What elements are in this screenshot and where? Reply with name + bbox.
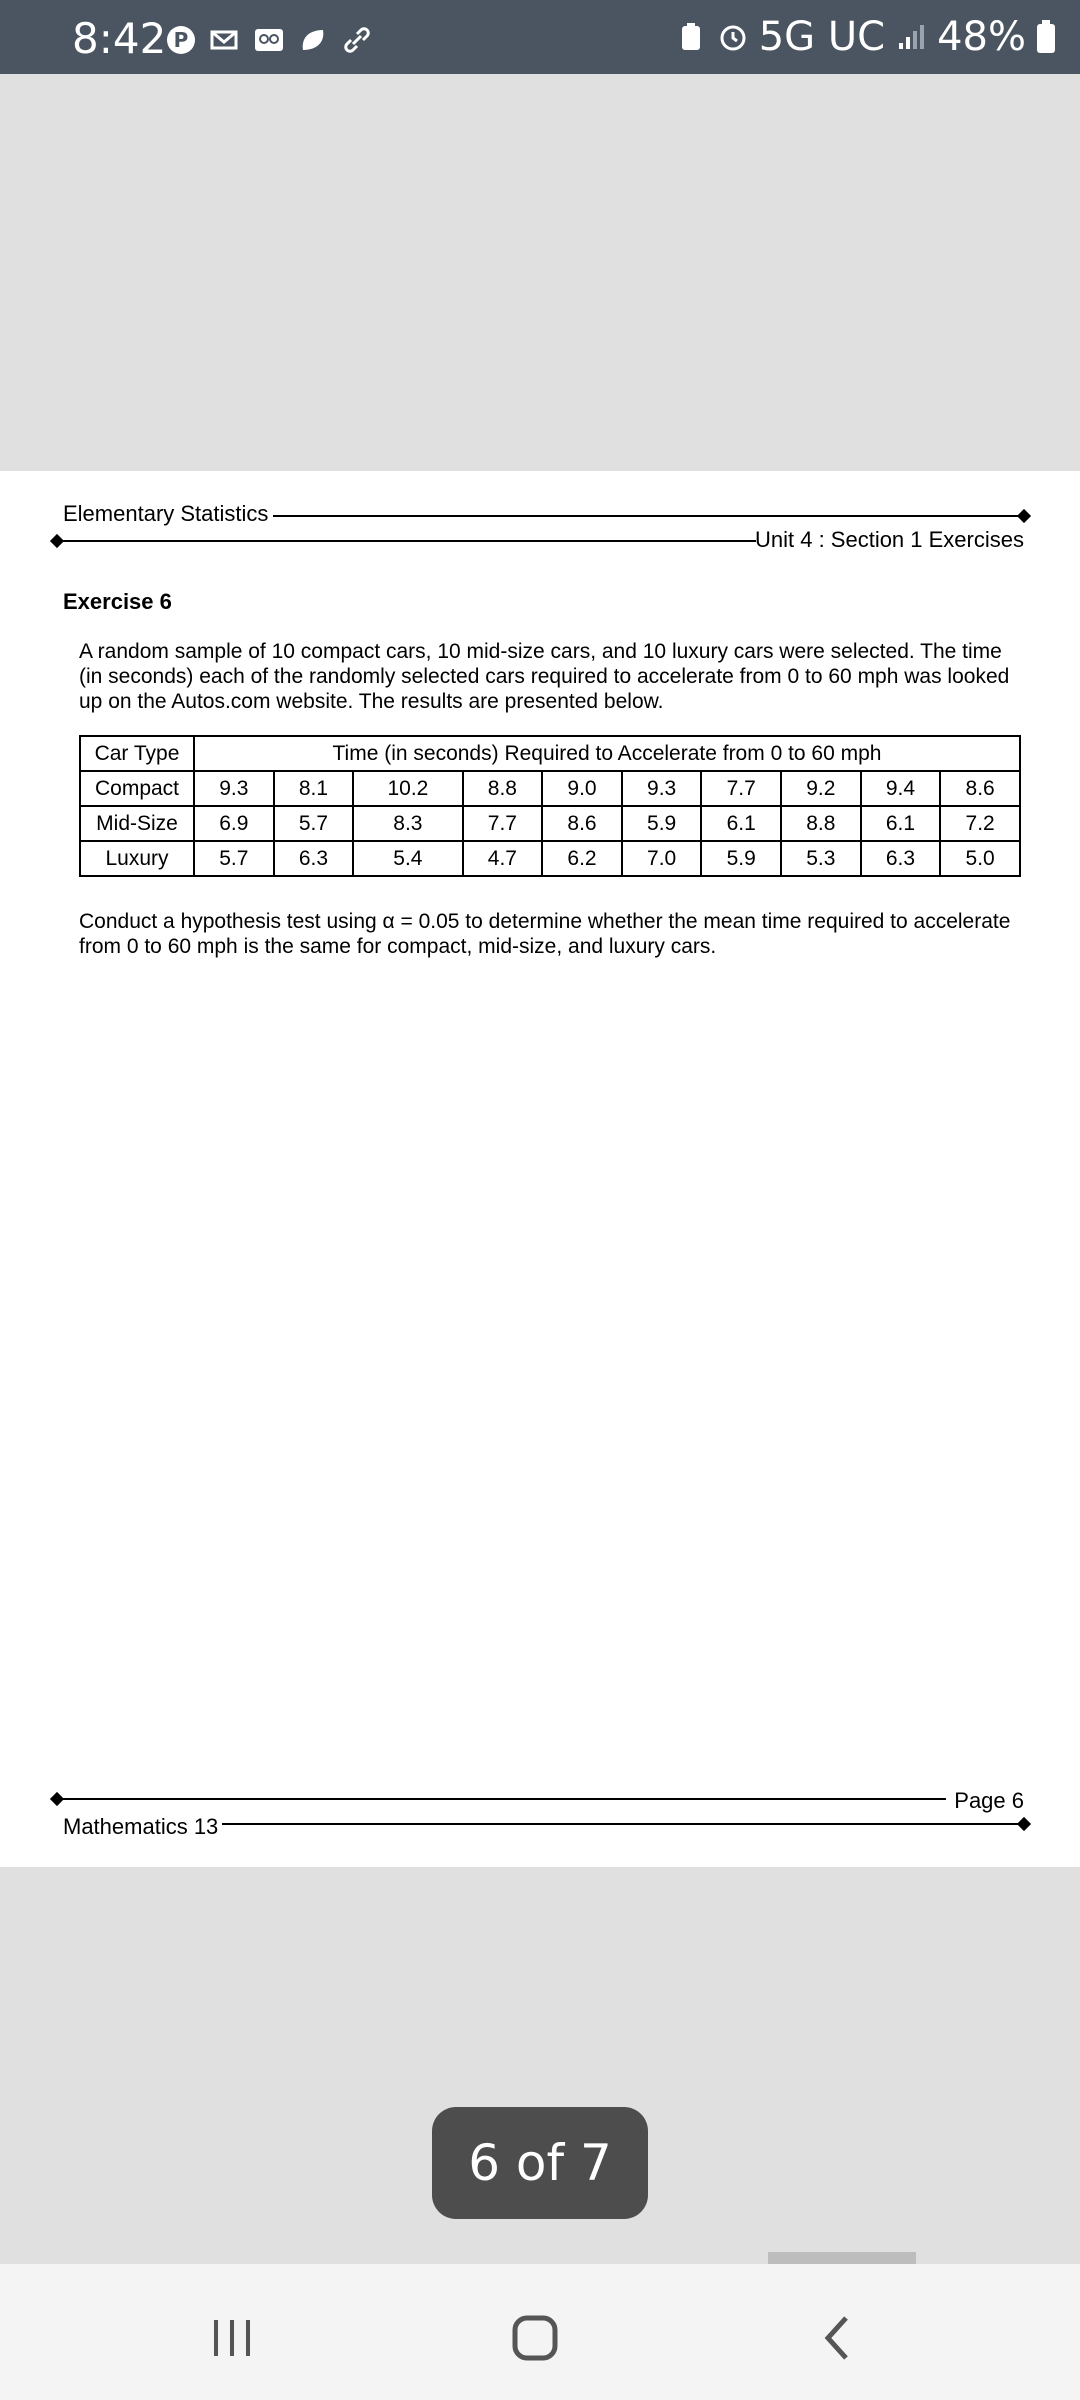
- table-cell: 6.1: [861, 806, 941, 841]
- table-cell: 5.9: [622, 806, 702, 841]
- table-cell: 8.1: [274, 771, 354, 806]
- voicemail-icon: [253, 24, 285, 56]
- battery-saver-icon: [675, 21, 707, 53]
- table-col-header: Car Type: [80, 736, 194, 771]
- notification-icons: [165, 24, 373, 56]
- table-cell: 5.7: [274, 806, 354, 841]
- question-paragraph: [79, 909, 1022, 959]
- header-rule-top: [273, 515, 1023, 517]
- table-cell: 8.6: [940, 771, 1020, 806]
- table-row: [80, 806, 1020, 841]
- row-label: Luxury: [80, 841, 194, 876]
- table-cell: 7.7: [463, 806, 543, 841]
- footer-page-number: Page 6: [954, 1788, 1024, 1813]
- intro-line: (in seconds) each of the randomly selected cars required to accelerate from 0 to 60 mph was looked: [79, 665, 1010, 688]
- table-cell: 8.6: [542, 806, 622, 841]
- table-cell: 5.0: [940, 841, 1020, 876]
- link-icon: [341, 24, 373, 56]
- table-cell: 9.4: [861, 771, 941, 806]
- table-cell: 5.4: [353, 841, 462, 876]
- pinterest-icon: [165, 24, 197, 56]
- back-icon[interactable]: [810, 2308, 870, 2368]
- table-cell: 6.1: [701, 806, 781, 841]
- footer-rule-top: [56, 1798, 946, 1800]
- pdf-page[interactable]: [0, 471, 1080, 1867]
- table-cell: 9.3: [194, 771, 274, 806]
- footer-diamond-right: [1017, 1817, 1031, 1831]
- svg-text:P: P: [173, 28, 189, 52]
- network-type: 5G UC: [758, 14, 886, 60]
- table-cell: 6.3: [861, 841, 941, 876]
- table-cell: 10.2: [353, 771, 462, 806]
- home-icon[interactable]: [505, 2308, 565, 2368]
- table-cell: 8.3: [353, 806, 462, 841]
- header-rule-bottom: [56, 540, 756, 542]
- row-label: Mid-Size: [80, 806, 194, 841]
- recent-apps-icon[interactable]: [202, 2308, 262, 2368]
- navigation-bar: [0, 2264, 1080, 2400]
- table-header-row: [80, 736, 1020, 771]
- table-cell: 7.7: [701, 771, 781, 806]
- exercise-title: Exercise 6: [63, 589, 172, 614]
- table-cell: 7.0: [622, 841, 702, 876]
- signal-icon: [895, 21, 927, 53]
- table-cell: 6.9: [194, 806, 274, 841]
- table-cell: 9.0: [542, 771, 622, 806]
- footer-rule-bottom: [222, 1823, 1022, 1825]
- alarm-icon: [717, 21, 749, 53]
- table-cell: 8.8: [781, 806, 861, 841]
- scrollbar-thumb[interactable]: [768, 2252, 916, 2264]
- battery-icon: [1036, 20, 1056, 54]
- table-row: [80, 771, 1020, 806]
- table-cell: 8.8: [463, 771, 543, 806]
- intro-line: up on the Autos.com website. The results are presented below.: [79, 690, 664, 713]
- row-label: Compact: [80, 771, 194, 806]
- acceleration-table: [79, 735, 1021, 877]
- table-span-header: Time (in seconds) Required to Accelerate from 0 to 60 mph: [194, 736, 1020, 771]
- table-row: [80, 841, 1020, 876]
- status-bar: [0, 0, 1080, 74]
- header-diamond-right: [1017, 509, 1031, 523]
- table-cell: 5.9: [701, 841, 781, 876]
- question-line: from 0 to 60 mph is the same for compact, mid-size, and luxury cars.: [79, 935, 717, 958]
- table-cell: 4.7: [463, 841, 543, 876]
- intro-line: A random sample of 10 compact cars, 10 mid-size cars, and 10 luxury cars were selected. The time: [79, 640, 1002, 663]
- table-cell: 6.3: [274, 841, 354, 876]
- page-indicator: 6 of 7: [432, 2107, 648, 2219]
- table-cell: 6.2: [542, 841, 622, 876]
- table-cell: 9.2: [781, 771, 861, 806]
- header-course-title: Elementary Statistics: [63, 501, 269, 526]
- mail-icon: [209, 24, 241, 56]
- chat-icon: [297, 24, 329, 56]
- status-time: 8:42: [72, 14, 167, 63]
- question-line: Conduct a hypothesis test using α = 0.05 to determine whether the mean time required to accelerate: [79, 910, 1011, 933]
- table-cell: 9.3: [622, 771, 702, 806]
- footer-course-name: Mathematics 13: [63, 1814, 219, 1839]
- battery-percent: 48%: [937, 14, 1026, 60]
- header-unit-title: Unit 4 : Section 1 Exercises: [754, 527, 1024, 552]
- table-cell: 7.2: [940, 806, 1020, 841]
- table-cell: 5.7: [194, 841, 274, 876]
- intro-paragraph: [79, 639, 1022, 714]
- status-right: [675, 14, 1056, 60]
- table-cell: 5.3: [781, 841, 861, 876]
